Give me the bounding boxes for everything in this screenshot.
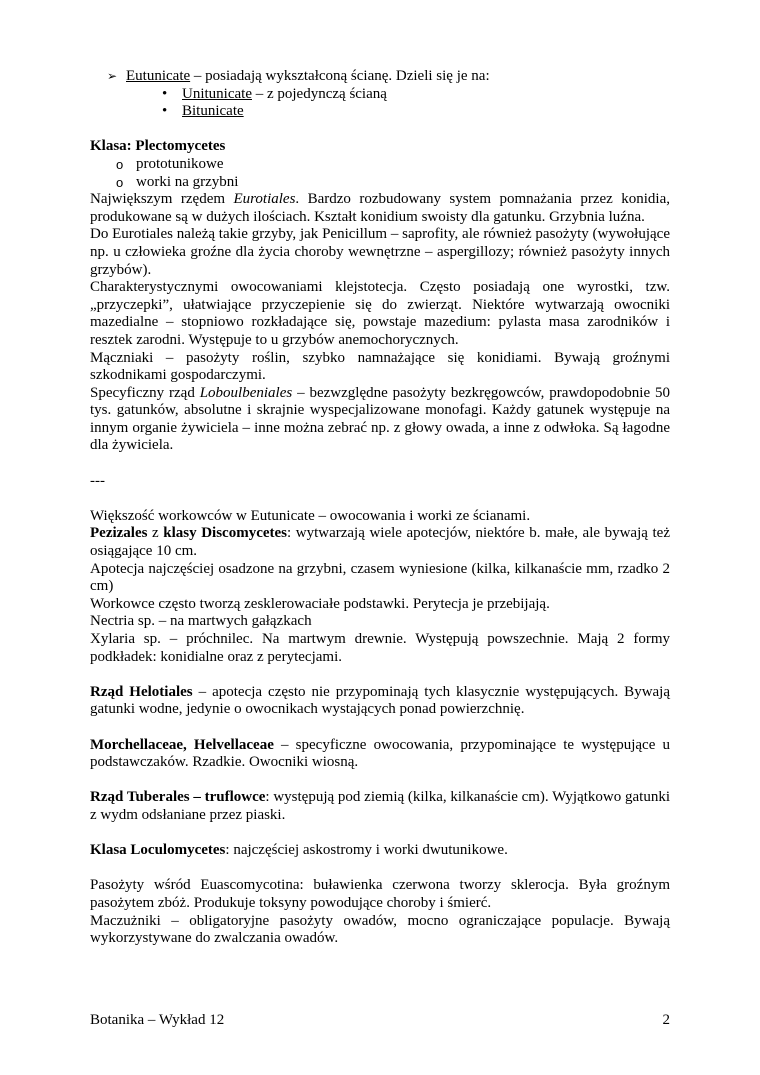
heading-plectomycetes: Klasa: Plectomycetes <box>90 138 226 155</box>
list-item-text: prototunikowe <box>136 155 224 172</box>
page-number: 2 <box>662 1012 670 1028</box>
dot-bullet-icon: • <box>162 103 168 120</box>
paragraph-maczuzniki: Maczużniki – obligatoryjne pasożyty owadów, mocno ograniczające populacje. Bywają wykorzystywane do zwalczania owadów. <box>90 912 670 947</box>
term-bitunicate: Bitunicate <box>182 103 244 120</box>
circle-bullet-icon: o <box>116 174 124 190</box>
paragraph-eutunicate: Większość workowców w Eutunicate – owocowania i worki ze ścianami. <box>90 507 531 524</box>
sublist-item-text: – z pojedynczą ścianą <box>251 85 387 102</box>
list-item-text: – posiadają wykształconą ścianę. Dzieli się je na: <box>190 68 490 84</box>
paragraph-xylaria: Xylaria sp. – próchnilec. Na martwym drewnie. Występują powszechnie. Mają 2 formy podkładek: konidialne oraz z perytecjami. <box>90 631 670 665</box>
paragraph-loculomycetes: Klasa Loculomycetes: najczęściej askostromy i worki dwutunikowe. <box>90 842 508 859</box>
footer-title: Botanika – Wykład 12 <box>90 1012 225 1028</box>
paragraph-pezizales: Pezizales z klasy Discomycetes: wytwarzają wiele apotecjów, niektóre b. małe, ale bywają też osiągające 10 cm. <box>90 525 670 560</box>
paragraph-morchellaceae: Morchellaceae, Helvellaceae – specyficzne owocowania, przypominające te występujące u podstawczaków. Rzadkie. Owocniki wiosną. <box>90 736 671 771</box>
page-footer <box>90 1012 670 1029</box>
separator: --- <box>90 472 105 489</box>
sublist-item-unitunicate <box>90 86 670 104</box>
term-unitunicate: Unitunicate <box>182 85 252 102</box>
paragraph-nectria: Nectria sp. – na martwych gałązkach <box>90 613 312 630</box>
document-page <box>90 68 670 948</box>
arrow-bullet-icon: ➢ <box>107 69 118 83</box>
paragraph-tuberales: Rząd Tuberales – truflowce: występują pod ziemią (kilka, kilkanaście cm). Wyjątkowo gatunki z wydm odsłaniane przez piaski. <box>90 789 670 823</box>
list-item <box>90 174 670 192</box>
list-item-eutunicate <box>90 68 670 86</box>
list-item-text: worki na grzybni <box>136 173 239 190</box>
paragraph-pasozyty: Pasożyty wśród Euascomycotina: buławienka czerwona tworzy sklerocja. Była groźnym pasożytem zbóż. Produkuje toksyny powodujące choroby i śmierć. <box>90 877 670 911</box>
paragraph-klejstotecja: Charakterystycznymi owocowaniami klejstotecja. Często posiadają one wyrostki, tzw. „przyczepki”, ułatwiające przyczepienie się do zwierząt. Niektóre wytwarzają owocniki mazedialne – stopniowo rozkładające się, powstaje mazedium: pylasta masa zarodników i resztek zarodni. Występuje to u grzybów anemochorycznych. <box>90 279 670 348</box>
paragraph-apotecja: Apotecja najczęściej osadzone na grzybni, czasem wyniesione (kilka, kilkanaście mm, rzadko 2 cm) <box>90 560 670 595</box>
paragraph-eurotiales: Największym rzędem Eurotiales. Bardzo rozbudowany system pomnażania przez konidia, produkowane są w dużych ilościach. Kształt konidium swoisty dla gatunku. Grzybnia luźna. <box>90 191 670 225</box>
sublist-item-bitunicate <box>90 103 670 121</box>
paragraph-helotiales: Rząd Helotiales – apotecja często nie przypominają tych klasycznie występujących. Bywają gatunki wodne, jedynie o owocnikach wystających ponad powierzchnię. <box>90 683 671 718</box>
dot-bullet-icon: • <box>162 85 168 102</box>
paragraph-penicillum: Do Eurotiales należą takie grzyby, jak Penicillum – saprofity, ale również pasożyty (wywołujące np. u człowieka groźne dla życia choroby wewnętrzne – aspergillozy; również pasożyty innych grzybów). <box>90 226 670 278</box>
paragraph-loboulbeniales: Specyficzny rząd Loboulbeniales – bezwzględne pasożyty bezkręgowców, prawdopodobnie 50 tys. gatunków, absolutne i skrajnie wyspecjalizowane monofagi. Każdy gatunek występuje na innym organie żywiciela – inne można zebrać np. z głowy owada, a inne z odwłoka. Są łagodne dla żywiciela. <box>90 384 670 454</box>
term-eutunicate: Eutunicate <box>126 68 191 84</box>
list-item <box>90 156 670 174</box>
paragraph-workowce: Workowce często tworzą zesklerowaciałe podstawki. Perytecja je przebijają. <box>90 595 550 612</box>
paragraph-maczniaki: Mączniaki – pasożyty roślin, szybko namnażające się konidiami. Bywają groźnymi szkodnikami gospodarczymi. <box>90 349 670 384</box>
circle-bullet-icon: o <box>116 156 124 172</box>
